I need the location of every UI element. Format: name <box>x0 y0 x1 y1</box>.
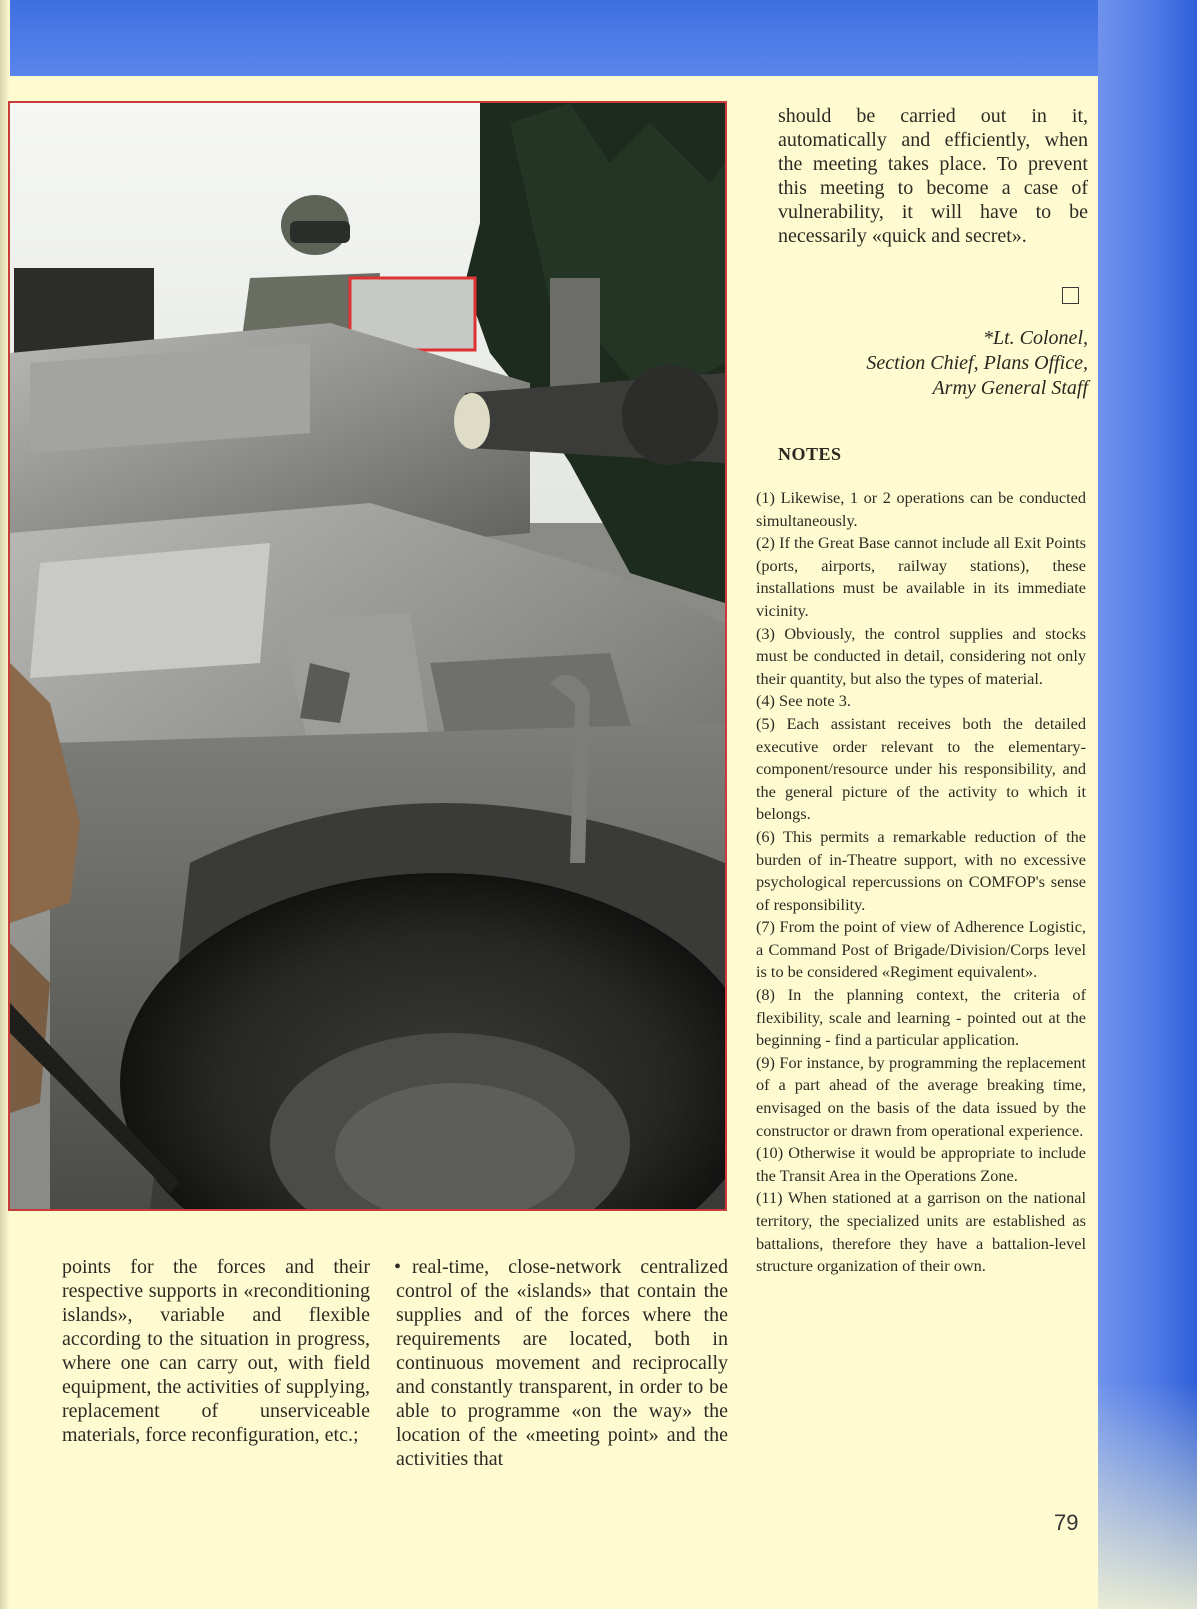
note-item: (10) Otherwise it would be appropriate to include the Transit Area in the Operations Zone. <box>756 1143 1086 1185</box>
note-item: (4) See note 3. <box>756 691 851 711</box>
note-item: (11) When stationed at a garrison on the national territory, the specialized units are established as battalions, therefore they have a battalion-level structure organization of their own. <box>756 1188 1086 1276</box>
right-column-text <box>778 104 1088 248</box>
note-item: (7) From the point of view of Adherence Logistic, a Command Post of Brigade/Division/Corps level is to be considered «Regiment equivalent». <box>756 917 1086 982</box>
signature-line-1: *Lt. Colonel, <box>982 327 1088 349</box>
middle-column-paragraph: real-time, close-network centralized control of the «islands» that contain the supplies and of the forces where the requirements are located, both in continuous movement and reciprocally and constantly transparent, in order to be able to programme «on the way» the location of the «meeting point» and the activities that <box>396 1256 728 1470</box>
author-signature <box>780 326 1088 401</box>
page-number: 79 <box>1054 1510 1079 1535</box>
signature-line-2: Section Chief, Plans Office, <box>866 352 1088 374</box>
notes-list <box>756 487 1086 1278</box>
bullet-marker: • <box>394 1256 402 1278</box>
end-of-article-square <box>1062 287 1079 304</box>
top-color-band <box>0 0 1197 76</box>
note-item: (3) Obviously, the control supplies and stocks must be conducted in detail, considering not only their quantity, but also the types of material. <box>756 623 1086 688</box>
left-column-text <box>62 1255 370 1447</box>
note-item: (9) For instance, by programming the replacement of a part ahead of the average breaking time, envisaged on the basis of the data issued by the constructor or drawn from operational experience. <box>756 1052 1086 1140</box>
notes-heading: NOTES <box>778 444 842 464</box>
right-column-paragraph: should be carried out in it, automatically and efficiently, when the meeting takes place. To prevent this meeting to become a case of vulnerability, it will have to be necessarily «quick and secret». <box>778 105 1088 247</box>
right-band-fade <box>1098 1380 1197 1609</box>
signature-line-3: Army General Staff <box>932 377 1088 399</box>
note-item: (6) This permits a remarkable reduction of the burden of in-Theatre support, with no excessive psychological repercussions on COMFOP's sense of responsibility. <box>756 826 1086 914</box>
left-column-paragraph: points for the forces and their respective supports in «reconditioning islands», variable and flexible according to the situation in progress, where one can carry out, with field equipment, the activities of supplying, replacement of unserviceable materials, force reconfiguration, etc.; <box>62 1256 370 1446</box>
right-color-band <box>1098 0 1197 1609</box>
note-item: (8) In the planning context, the criteria of flexibility, scale and learning - pointed out at the beginning - find a particular application. <box>756 985 1086 1050</box>
military-vehicle-photo <box>8 101 727 1211</box>
middle-column-text <box>396 1255 728 1471</box>
note-item: (2) If the Great Base cannot include all Exit Points (ports, airports, railway stations), these installations must be available in its immediate vicinity. <box>756 533 1086 620</box>
note-item: (1) Likewise, 1 or 2 operations can be conducted simultaneously. <box>756 488 1086 530</box>
note-item: (5) Each assistant receives both the detailed executive order relevant to the elementary-component/resource under his responsibility, and the general picture of the activity to which it belongs. <box>756 713 1086 824</box>
